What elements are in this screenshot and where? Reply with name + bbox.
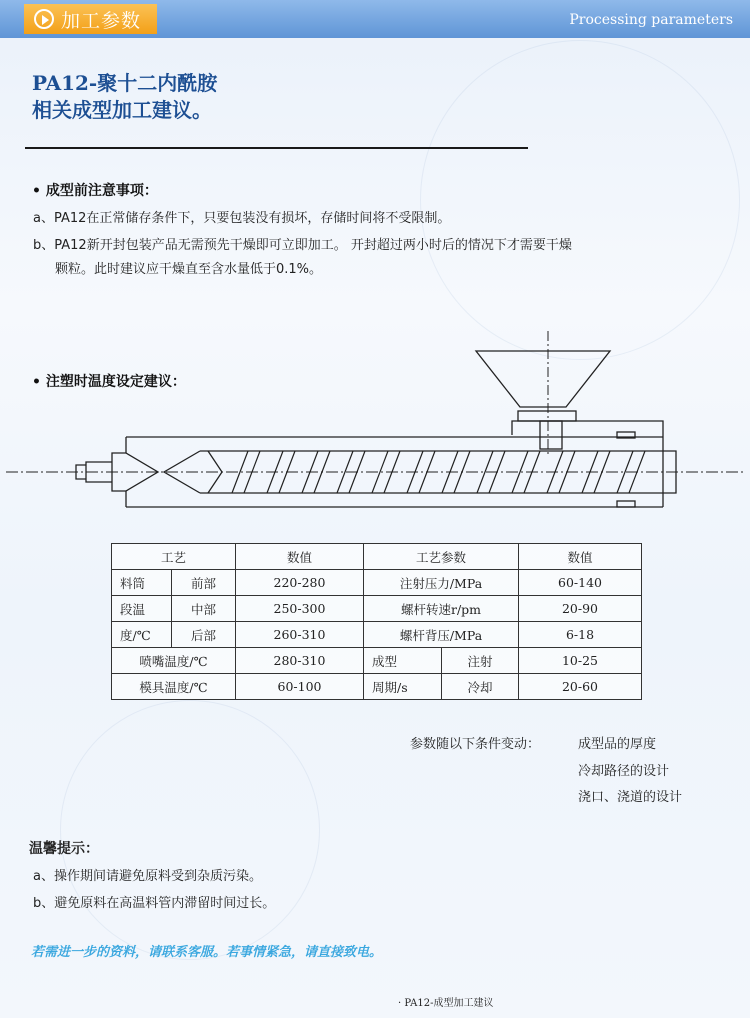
pre-molding-heading: • 成型前注意事项： bbox=[32, 183, 158, 199]
page-title-line1: PA12-聚十二内酰胺 bbox=[32, 71, 218, 95]
conditions-item: 冷却路径的设计 bbox=[578, 764, 670, 779]
table-cell: 喷嘴温度/℃ bbox=[112, 648, 236, 674]
table-cell: 螺杆转速r/pm bbox=[364, 596, 519, 622]
header-banner bbox=[0, 0, 750, 38]
table-cell: 20-90 bbox=[519, 596, 642, 622]
table-cell: 220-280 bbox=[236, 570, 364, 596]
pre-molding-item: b、PA12新开封包装产品无需预先干燥即可立即加工。 开封超过两小时后的情况下才需要干燥 bbox=[33, 238, 572, 253]
page-title-line2: 相关成型加工建议。 bbox=[32, 98, 212, 122]
table-header-row bbox=[112, 544, 642, 570]
table-cell: 250-300 bbox=[236, 596, 364, 622]
table-cell: 周期/s bbox=[364, 674, 442, 700]
conditions-item: 成型品的厚度 bbox=[578, 737, 657, 752]
tips-item: a、操作期间请避免原料受到杂质污染。 bbox=[33, 869, 262, 884]
header-title: 加工参数 bbox=[61, 9, 142, 32]
table-row bbox=[112, 622, 642, 648]
table-cell: 料筒 bbox=[112, 570, 172, 596]
header-subtitle: Processing parameters bbox=[569, 12, 733, 28]
table-cell: 前部 bbox=[172, 570, 236, 596]
page-title bbox=[32, 70, 217, 124]
play-circle-icon bbox=[34, 9, 54, 29]
table-cell: 后部 bbox=[172, 622, 236, 648]
hopper-funnel bbox=[476, 351, 610, 407]
feed-throat bbox=[540, 421, 562, 449]
page-footer: · PA12-成型加工建议 bbox=[398, 998, 494, 1009]
table-cell: 280-310 bbox=[236, 648, 364, 674]
contact-note: 若需进一步的资料，请联系客服。若事情紧急，请直接致电。 bbox=[31, 945, 383, 960]
hopper-neck bbox=[518, 411, 576, 421]
table-cell: 260-310 bbox=[236, 622, 364, 648]
background-watermark bbox=[60, 700, 320, 960]
table-row bbox=[112, 674, 642, 700]
table-header-cell: 工艺 bbox=[112, 544, 236, 570]
table-cell: 60-100 bbox=[236, 674, 364, 700]
table-cell: 60-140 bbox=[519, 570, 642, 596]
table-cell: 成型 bbox=[364, 648, 442, 674]
header-tab bbox=[24, 4, 157, 34]
tips-item: b、避免原料在高温料管内滞留时间过长。 bbox=[33, 896, 276, 911]
processing-parameter-table bbox=[111, 543, 642, 700]
table-cell: 6-18 bbox=[519, 622, 642, 648]
table-cell: 注射 bbox=[442, 648, 519, 674]
table-row bbox=[112, 570, 642, 596]
table-cell: 模具温度/℃ bbox=[112, 674, 236, 700]
heater-band-bottom bbox=[617, 501, 635, 507]
table-cell: 中部 bbox=[172, 596, 236, 622]
table-row bbox=[112, 596, 642, 622]
title-divider bbox=[25, 147, 528, 149]
temperature-heading: • 注塑时温度设定建议： bbox=[32, 374, 186, 390]
table-cell: 冷却 bbox=[442, 674, 519, 700]
table-cell: 注射压力/MPa bbox=[364, 570, 519, 596]
table-header-cell: 工艺参数 bbox=[364, 544, 519, 570]
pre-molding-item: 颗粒。此时建议应干燥直至含水量低于0.1%。 bbox=[55, 262, 323, 277]
table-cell: 段温 bbox=[112, 596, 172, 622]
tips-heading: 温馨提示： bbox=[29, 841, 99, 857]
table-header-cell: 数值 bbox=[236, 544, 364, 570]
conditions-item: 浇口、浇道的设计 bbox=[578, 790, 683, 805]
table-cell: 20-60 bbox=[519, 674, 642, 700]
pre-molding-item: a、PA12在正常储存条件下，只要包装没有损坏，存储时间将不受限制。 bbox=[33, 211, 451, 226]
background-watermark bbox=[420, 40, 740, 360]
injection-screw-diagram bbox=[0, 325, 750, 525]
table-header-cell: 数值 bbox=[519, 544, 642, 570]
table-cell: 10-25 bbox=[519, 648, 642, 674]
table-cell: 度/℃ bbox=[112, 622, 172, 648]
table-row bbox=[112, 648, 642, 674]
conditions-label: 参数随以下条件变动： bbox=[410, 737, 541, 752]
table-cell: 螺杆背压/MPa bbox=[364, 622, 519, 648]
barrel-housing bbox=[512, 421, 663, 437]
